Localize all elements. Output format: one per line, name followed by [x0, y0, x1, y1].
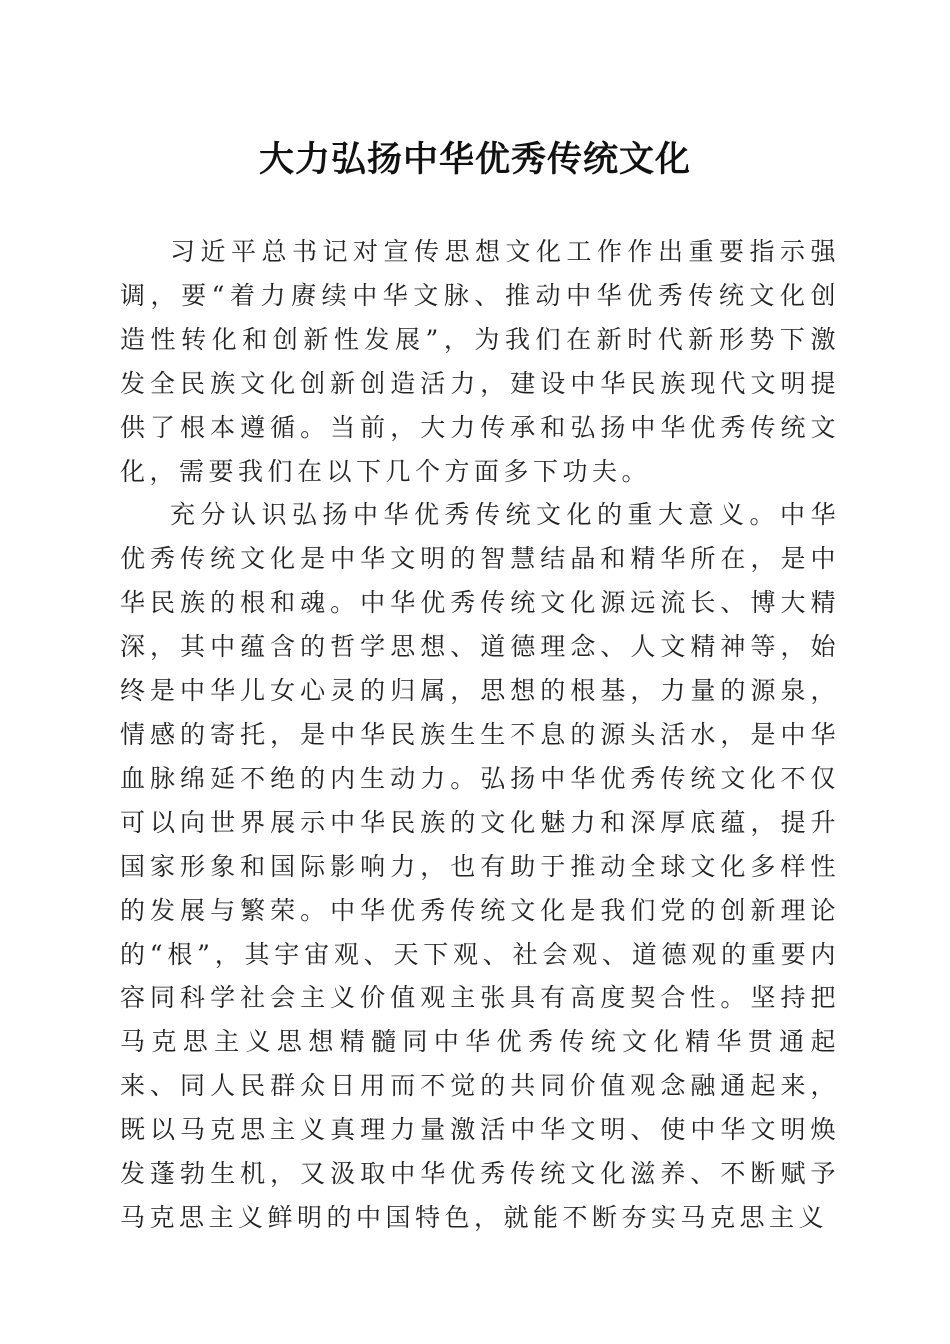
document-title: 大力弘扬中华优秀传统文化 [258, 139, 691, 180]
paragraph-intro: 习近平总书记对宣传思想文化工作作出重要指示强调，要“着力赓续中华文脉、推动中华优秀传统文化创造性转化和创新性发展”，为我们在新时代新形势下激发全民族文化创新创造活力，建设中华民族现代文明提供了根本遵循。当前，大力传承和弘扬中华优秀传统文化，需要我们在以下几个方面多下功夫。 [120, 237, 840, 486]
paragraph-significance: 充分认识弘扬中华优秀传统文化的重大意义。中华优秀传统文化是中华文明的智慧结晶和精华所在，是中华民族的根和魂。中华优秀传统文化源远流长、博大精深，其中蕴含的哲学思想、道德理念、人文精神等，始终是中华儿女心灵的归属，思想的根基，力量的源泉，情感的寄托，是中华民族生生不息的源头活水，是中华血脉绵延不绝的内生动力。弘扬中华优秀传统文化不仅可以向世界展示中华民族的文化魅力和深厚底蕴，提升国家形象和国际影响力，也有助于推动全球文化多样性的发展与繁荣。中华优秀传统文化是我们党的创新理论的“根”，其宇宙观、天下观、社会观、道德观的重要内容同科学社会主义价值观主张具有高度契合性。坚持把马克思主义思想精髓同中华优秀传统文化精华贯通起来、同人民群众日用而不觉的共同价值观念融通起来，既以马克思主义真理力量激活中华文明、使中华文明焕发蓬勃生机，又汲取中华优秀传统文化滋养、不断赋予马克思主义鲜明的中国特色，就能不断夯实马克思主义 [120, 500, 840, 1232]
document-body [120, 230, 840, 1240]
